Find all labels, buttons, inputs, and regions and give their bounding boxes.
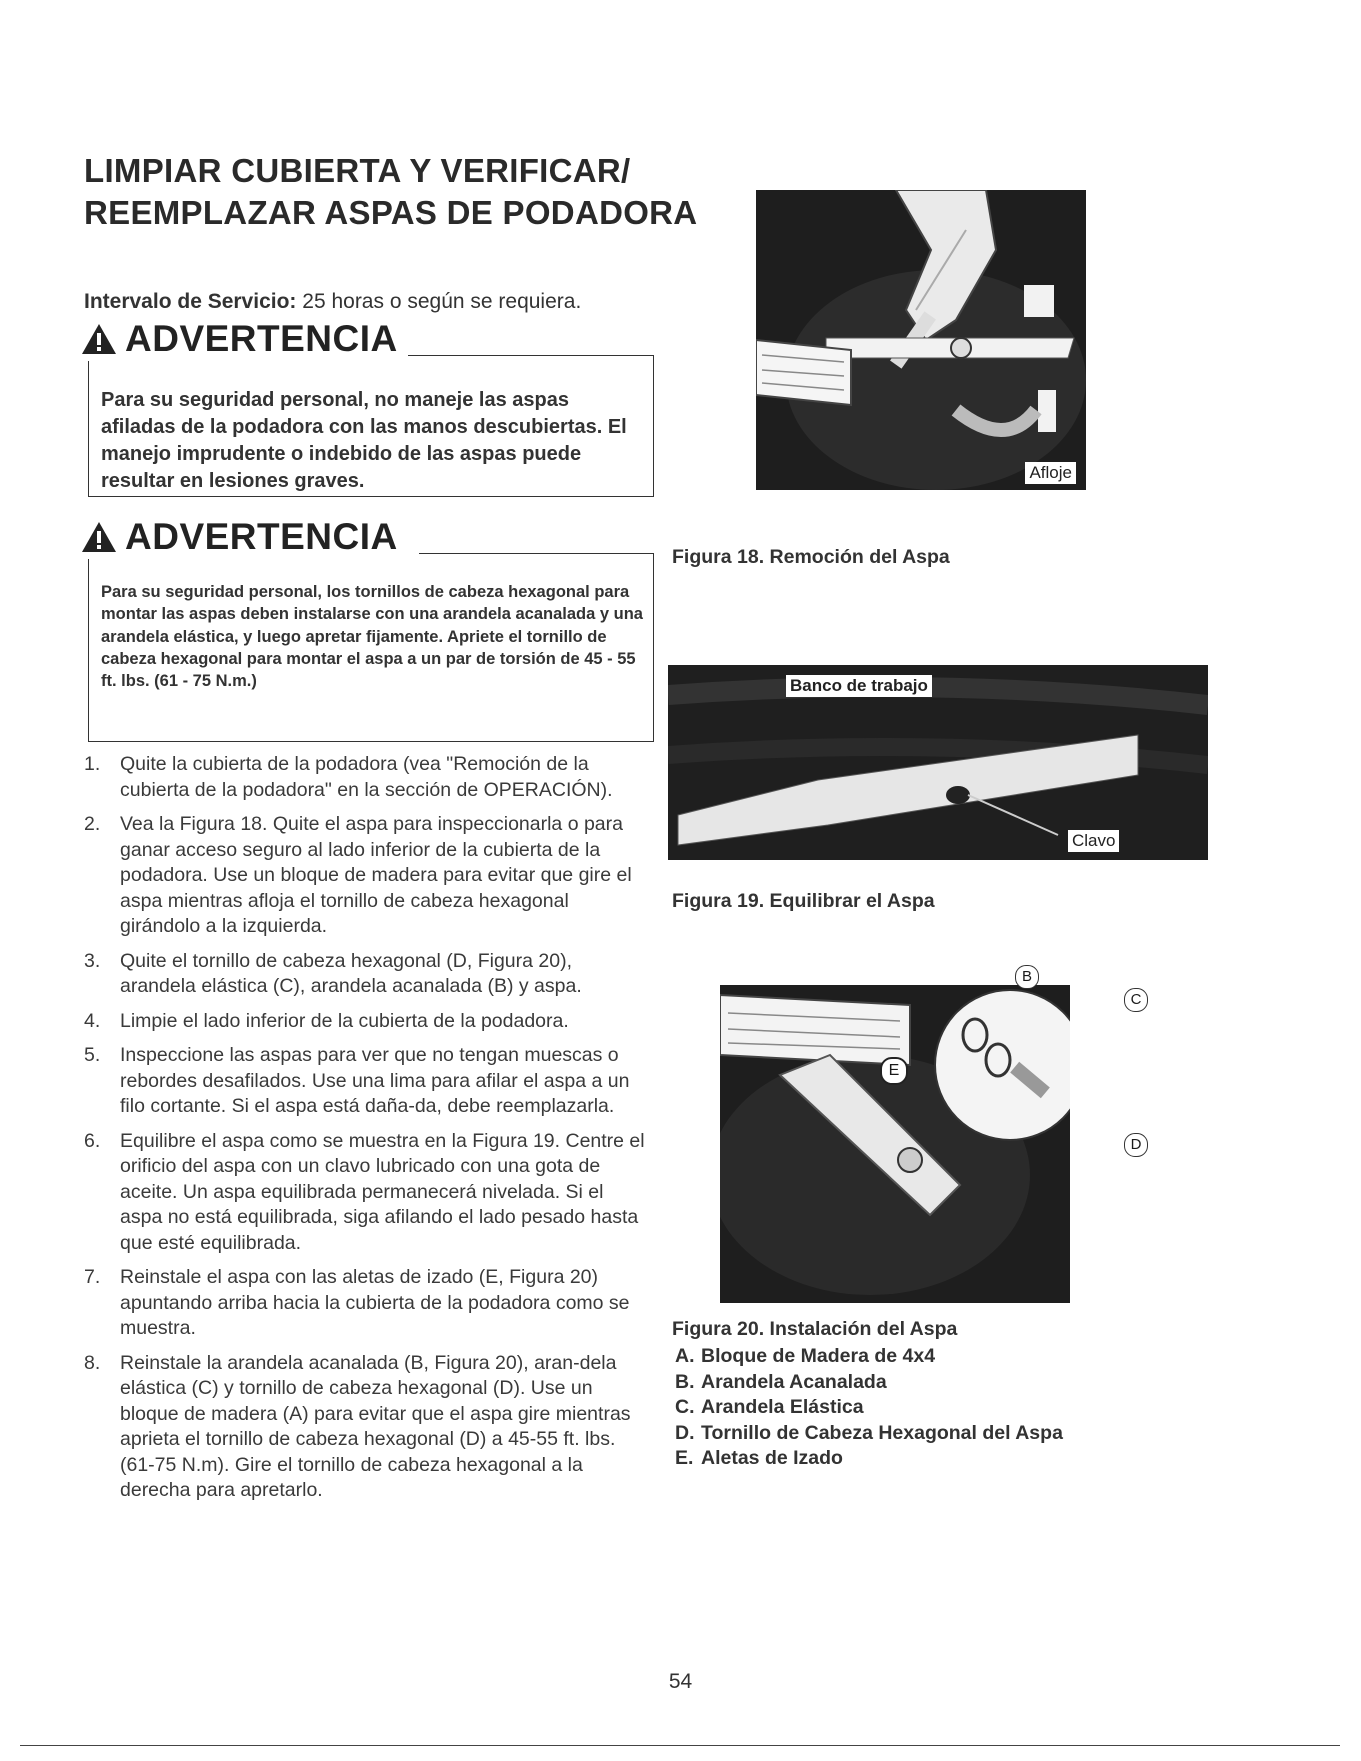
warning-box-top-rule bbox=[419, 553, 653, 554]
legend-item bbox=[675, 1421, 1063, 1447]
service-interval-label: Intervalo de Servicio: bbox=[84, 290, 297, 313]
figure-19-caption: Figura 19. Equilibrar el Aspa bbox=[672, 890, 935, 912]
legend-key: A. bbox=[675, 1345, 695, 1367]
step-number: 6. bbox=[84, 1129, 101, 1152]
figure-19-label-nail: Clavo bbox=[1068, 830, 1119, 852]
step-text: Reinstale la arandela acanalada (B, Figura 20), aran-dela elástica (C) y tornillo de cabeza hexagonal (D). Use un bloque de madera (A) para evitar que el aspa gire mientras aprieta el tornillo de cabeza hexagonal (D) a 45-55 ft. lbs. (61-75 N.m). Gire el tornillo de cabeza hexagonal a la derecha para apretarlo. bbox=[120, 1351, 631, 1501]
step-text: Quite el tornillo de cabeza hexagonal (D, Figura 20), arandela elástica (C), arandela acanalada (B) y aspa. bbox=[120, 949, 582, 997]
step-text: Quite la cubierta de la podadora (vea "Remoción de la cubierta de la podadora" en la sección de OPERACIÓN). bbox=[120, 753, 613, 801]
list-item bbox=[84, 1009, 650, 1035]
figure-18-caption: Figura 18. Remoción del Aspa bbox=[672, 546, 950, 568]
warning-box-1 bbox=[88, 318, 654, 497]
step-number: 7. bbox=[84, 1266, 101, 1288]
list-item bbox=[84, 812, 650, 940]
warning-heading-text: ADVERTENCIA bbox=[125, 516, 398, 557]
legend-key: B. bbox=[675, 1370, 695, 1393]
title-line-1: LIMPIAR CUBIERTA Y VERIFICAR/ bbox=[84, 152, 631, 189]
figure-20-legend bbox=[675, 1344, 1063, 1472]
legend-item bbox=[675, 1344, 1063, 1370]
page-number: 54 bbox=[668, 1670, 693, 1693]
service-interval-value: 25 horas o según se requiera. bbox=[302, 290, 582, 313]
warning-heading-1 bbox=[81, 317, 408, 361]
callout-e: E bbox=[880, 1057, 908, 1085]
step-text: Limpie el lado inferior de la cubierta de la podadora. bbox=[120, 1009, 569, 1032]
warning-text-1: Para su seguridad personal, no maneje las aspas afiladas de la podadora con las manos descubiertas. El manejo imprudente o indebido de las aspas puede resultar en lesiones graves. bbox=[101, 389, 627, 492]
list-item bbox=[84, 1265, 650, 1342]
list-item bbox=[84, 1129, 650, 1257]
legend-text: Arandela Elástica bbox=[701, 1396, 864, 1418]
figure-18-image bbox=[756, 190, 1086, 490]
blade-removal-illustration bbox=[756, 190, 1086, 490]
title-line-2: REEMPLAZAR ASPAS DE PODADORA bbox=[84, 194, 698, 231]
warning-heading-2 bbox=[81, 515, 408, 559]
step-text: Reinstale el aspa con las aletas de izado (E, Figura 20) apuntando arriba hacia la cubierta de la podadora como se muestra. bbox=[120, 1266, 630, 1339]
step-number: 4. bbox=[84, 1009, 101, 1032]
callout-c: C bbox=[1124, 988, 1148, 1012]
callout-b: B bbox=[1015, 965, 1039, 989]
list-item bbox=[84, 949, 650, 1000]
procedure-steps bbox=[84, 752, 650, 1513]
step-text: Vea la Figura 18. Quite el aspa para inspeccionarla o para ganar acceso seguro al lado inferior de la cubierta de la podadora. Use un bloque de madera para evitar que gire el aspa mientras afloja el tornillo de cabeza hexagonal girándolo a la izquierda. bbox=[120, 813, 632, 937]
legend-text: Arandela Acanalada bbox=[701, 1370, 887, 1393]
step-number: 3. bbox=[84, 949, 101, 972]
blade-balance-illustration bbox=[668, 665, 1208, 860]
step-number: 8. bbox=[84, 1351, 101, 1374]
legend-item bbox=[675, 1370, 1063, 1396]
figure-18-label: Afloje bbox=[1025, 462, 1076, 484]
figure-19-image bbox=[668, 665, 1208, 860]
callout-d: D bbox=[1124, 1133, 1148, 1157]
service-interval bbox=[84, 290, 581, 314]
step-number: 1. bbox=[84, 753, 101, 775]
legend-item bbox=[675, 1395, 1063, 1421]
legend-text: Bloque de Madera de 4x4 bbox=[701, 1345, 936, 1367]
figure-20-caption: Figura 20. Instalación del Aspa bbox=[672, 1318, 958, 1340]
list-item bbox=[84, 1351, 650, 1504]
step-text: Equilibre el aspa como se muestra en la Figura 19. Centre el orificio del aspa con un clavo lubricado con una gota de aceite. Un aspa equilibrada permanecerá nivelada. Si el aspa no está equilibrada, siga afilando el lado pesado hasta que esté equilibrada. bbox=[120, 1129, 645, 1254]
legend-key: C. bbox=[675, 1396, 695, 1418]
legend-key: D. bbox=[675, 1421, 695, 1444]
list-item bbox=[84, 752, 650, 803]
step-number: 5. bbox=[84, 1044, 101, 1066]
legend-text: Aletas de Izado bbox=[701, 1447, 843, 1469]
legend-item bbox=[675, 1446, 1063, 1472]
blade-installation-illustration bbox=[720, 985, 1070, 1303]
warning-triangle-icon bbox=[81, 520, 117, 554]
step-text: Inspeccione las aspas para ver que no tengan muescas o rebordes desafilados. Use una lima para afilar el aspa a un filo cortante. Si el aspa está daña-da, debe reemplazarla. bbox=[120, 1044, 630, 1117]
warning-text-2: Para su seguridad personal, los tornillos de cabeza hexagonal para montar las aspas deben instalarse con una arandela acanalada y una arandela elástica, y luego apretar fijamente. Apriete el tornillo de cabeza hexagonal para montar el aspa a un par de torsión de 45 - 55 ft. lbs. (61 - 75 N.m.) bbox=[101, 583, 643, 691]
warning-heading-text: ADVERTENCIA bbox=[125, 318, 398, 359]
warning-box-2 bbox=[88, 516, 654, 742]
warning-triangle-icon bbox=[81, 322, 117, 356]
step-number: 2. bbox=[84, 813, 101, 835]
figure-20-image bbox=[720, 985, 1070, 1303]
bottom-rule bbox=[20, 1745, 1340, 1746]
list-item bbox=[84, 1043, 650, 1120]
figure-19-label-bench: Banco de trabajo bbox=[786, 675, 932, 697]
legend-key: E. bbox=[675, 1447, 694, 1469]
page-title bbox=[84, 150, 698, 234]
legend-text: Tornillo de Cabeza Hexagonal del Aspa bbox=[701, 1421, 1063, 1444]
